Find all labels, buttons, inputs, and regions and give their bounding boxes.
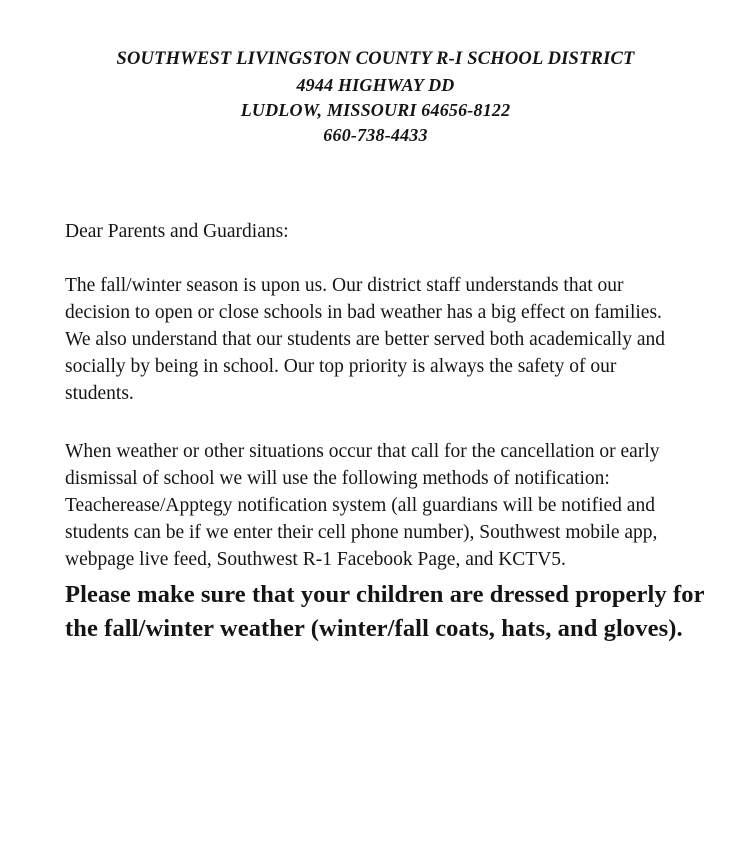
letter-body <box>65 218 705 646</box>
letterhead <box>116 46 636 148</box>
paragraph-weather-policy: The fall/winter season is upon us. Our district staff understands that our decision to open or close schools in bad weather has a big effect on families. We also understand that our students are better served both academically and socially by being in school. Our top priority is always the safety of our students. <box>65 275 666 404</box>
phone-number: 660-738-4433 <box>323 125 428 145</box>
city-state-zip-line: LUDLOW, MISSOURI 64656-8122 <box>240 100 511 120</box>
address-line: 4944 HIGHWAY DD <box>296 75 455 95</box>
school-name: SOUTHWEST LIVINGSTON COUNTY R-I SCHOOL DISTRICT <box>116 49 635 69</box>
emphasis-dress-warmly: Please make sure that your children are dressed properly for the fall/winter weather (winter/fall coats, hats, and gloves). <box>65 581 705 642</box>
salutation: Dear Parents and Guardians: <box>65 221 289 242</box>
paragraph-notification-methods: When weather or other situations occur that call for the cancellation or early dismissal of school we will use the following methods of notification: Teacherease/Apptegy notification system (all guardians will be notified and students can be if we enter their cell phone number), Southwest mobile app, webpage live feed, Southwest R-1 Facebook Page, and KCTV5. <box>65 441 660 570</box>
